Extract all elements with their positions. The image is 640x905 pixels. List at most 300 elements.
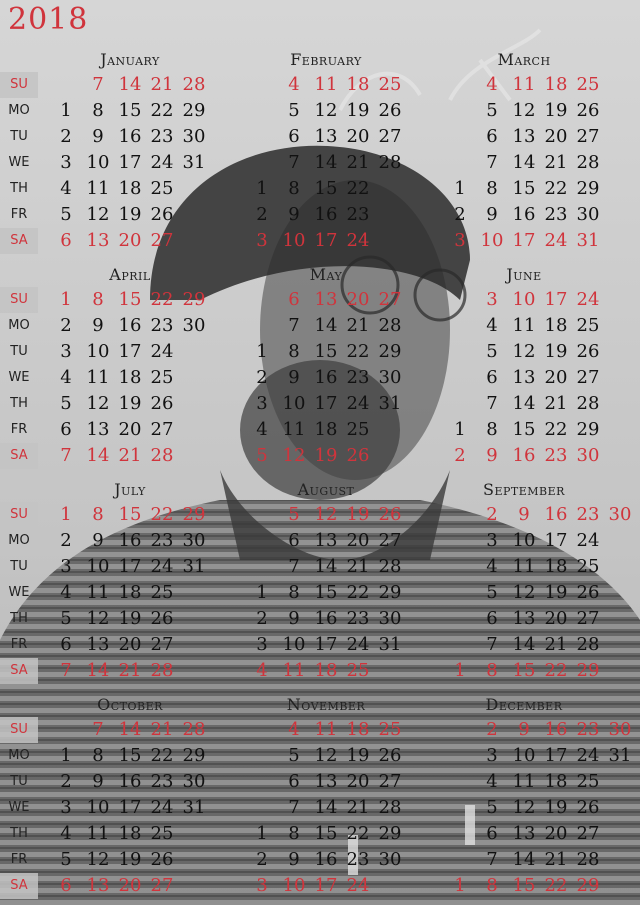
day-cell: 12	[282, 445, 306, 466]
day-cell: 10	[480, 230, 504, 251]
day-cell: 23	[150, 530, 174, 551]
day-cell: 7	[486, 152, 498, 173]
month-name: August	[297, 480, 355, 499]
day-cell: 29	[182, 504, 206, 525]
day-cell: 31	[608, 745, 632, 766]
day-cell: 1	[60, 289, 72, 310]
day-cell: 16	[544, 504, 568, 525]
day-cell: 21	[150, 74, 174, 95]
day-cell: 5	[288, 745, 300, 766]
day-cell: 15	[512, 178, 536, 199]
day-cell: 13	[512, 126, 536, 147]
day-cell: 20	[118, 634, 142, 655]
day-cell: 7	[288, 152, 300, 173]
day-cell: 16	[118, 771, 142, 792]
day-cell: 20	[544, 126, 568, 147]
day-cell: 9	[486, 204, 498, 225]
day-label-we: WE	[8, 155, 30, 170]
day-cell: 11	[282, 419, 306, 440]
day-cell: 28	[182, 719, 206, 740]
day-cell: 17	[118, 341, 142, 362]
day-cell: 15	[118, 289, 142, 310]
day-cell: 2	[486, 504, 498, 525]
day-cell: 3	[256, 875, 268, 896]
day-cell: 10	[512, 745, 536, 766]
day-cell: 26	[378, 504, 402, 525]
day-cell: 16	[314, 849, 338, 870]
day-cell: 7	[92, 719, 104, 740]
day-cell: 3	[60, 797, 72, 818]
day-cell: 10	[86, 341, 110, 362]
day-cell: 11	[86, 823, 110, 844]
day-cell: 26	[150, 393, 174, 414]
day-cell: 14	[118, 74, 142, 95]
day-cell: 31	[378, 634, 402, 655]
day-cell: 18	[544, 556, 568, 577]
day-cell: 7	[486, 849, 498, 870]
day-cell: 24	[346, 634, 370, 655]
day-cell: 18	[118, 582, 142, 603]
day-cell: 13	[512, 367, 536, 388]
day-cell: 4	[486, 771, 498, 792]
day-cell: 10	[282, 393, 306, 414]
day-cell: 21	[544, 152, 568, 173]
day-cell: 17	[544, 289, 568, 310]
day-cell: 15	[512, 875, 536, 896]
day-cell: 5	[256, 445, 268, 466]
day-cell: 30	[608, 504, 632, 525]
day-cell: 4	[60, 823, 72, 844]
day-cell: 26	[378, 100, 402, 121]
day-cell: 14	[512, 849, 536, 870]
day-label-sa: SA	[0, 443, 38, 469]
day-cell: 5	[60, 393, 72, 414]
day-cell: 5	[486, 341, 498, 362]
day-cell: 9	[518, 719, 530, 740]
day-cell: 23	[150, 126, 174, 147]
day-label-mo: MO	[8, 318, 30, 333]
day-cell: 7	[288, 315, 300, 336]
day-cell: 3	[256, 634, 268, 655]
day-cell: 6	[60, 419, 72, 440]
day-cell: 1	[454, 875, 466, 896]
day-cell: 30	[608, 719, 632, 740]
day-cell: 27	[150, 419, 174, 440]
day-cell: 19	[346, 100, 370, 121]
day-cell: 9	[518, 504, 530, 525]
day-cell: 10	[282, 230, 306, 251]
day-cell: 11	[86, 178, 110, 199]
day-cell: 1	[256, 341, 268, 362]
day-cell: 6	[288, 289, 300, 310]
month-name: May	[309, 265, 343, 284]
day-label-we: WE	[8, 585, 30, 600]
day-cell: 14	[314, 315, 338, 336]
day-cell: 12	[86, 849, 110, 870]
day-cell: 31	[378, 393, 402, 414]
day-cell: 16	[314, 204, 338, 225]
day-cell: 29	[378, 823, 402, 844]
day-cell: 6	[60, 230, 72, 251]
day-cell: 19	[118, 849, 142, 870]
day-cell: 13	[314, 771, 338, 792]
day-cell: 29	[576, 875, 600, 896]
day-cell: 11	[512, 556, 536, 577]
day-cell: 17	[314, 393, 338, 414]
day-cell: 10	[282, 875, 306, 896]
day-cell: 24	[150, 797, 174, 818]
day-cell: 27	[378, 289, 402, 310]
day-cell: 10	[282, 634, 306, 655]
day-cell: 20	[346, 289, 370, 310]
day-cell: 26	[576, 100, 600, 121]
day-cell: 2	[256, 204, 268, 225]
day-cell: 7	[92, 74, 104, 95]
day-cell: 10	[86, 797, 110, 818]
day-label-tu: TU	[10, 774, 28, 789]
day-cell: 13	[314, 126, 338, 147]
day-cell: 1	[454, 660, 466, 681]
month-name: November	[286, 695, 366, 714]
day-cell: 26	[150, 849, 174, 870]
day-cell: 6	[486, 367, 498, 388]
day-cell: 2	[60, 530, 72, 551]
day-cell: 14	[512, 393, 536, 414]
day-cell: 16	[314, 608, 338, 629]
day-cell: 22	[150, 289, 174, 310]
day-cell: 18	[314, 660, 338, 681]
day-cell: 29	[182, 100, 206, 121]
day-cell: 19	[118, 204, 142, 225]
day-cell: 13	[86, 634, 110, 655]
day-cell: 8	[288, 582, 300, 603]
day-cell: 8	[288, 178, 300, 199]
day-cell: 15	[314, 582, 338, 603]
day-cell: 1	[60, 745, 72, 766]
day-cell: 15	[118, 100, 142, 121]
day-cell: 25	[576, 771, 600, 792]
day-cell: 21	[118, 445, 142, 466]
day-cell: 22	[346, 823, 370, 844]
day-cell: 8	[486, 660, 498, 681]
day-cell: 7	[60, 445, 72, 466]
day-cell: 7	[486, 393, 498, 414]
day-cell: 23	[544, 204, 568, 225]
month-name: April	[109, 265, 151, 284]
day-cell: 20	[118, 230, 142, 251]
day-cell: 29	[576, 178, 600, 199]
day-cell: 23	[576, 504, 600, 525]
day-label-sa: SA	[0, 228, 38, 254]
day-cell: 15	[512, 660, 536, 681]
day-cell: 14	[86, 445, 110, 466]
day-cell: 18	[314, 419, 338, 440]
day-cell: 16	[118, 315, 142, 336]
day-cell: 8	[288, 341, 300, 362]
day-cell: 3	[60, 152, 72, 173]
day-cell: 25	[150, 582, 174, 603]
day-cell: 25	[150, 178, 174, 199]
day-cell: 12	[86, 204, 110, 225]
day-cell: 8	[288, 823, 300, 844]
day-cell: 11	[512, 771, 536, 792]
day-cell: 22	[150, 504, 174, 525]
day-cell: 20	[544, 608, 568, 629]
day-cell: 23	[150, 771, 174, 792]
day-label-th: TH	[10, 826, 28, 841]
day-cell: 18	[118, 178, 142, 199]
day-cell: 11	[314, 74, 338, 95]
day-cell: 31	[576, 230, 600, 251]
day-cell: 26	[378, 745, 402, 766]
day-cell: 12	[512, 797, 536, 818]
day-cell: 21	[346, 797, 370, 818]
day-label-th: TH	[10, 396, 28, 411]
day-cell: 23	[346, 608, 370, 629]
day-cell: 13	[86, 419, 110, 440]
day-cell: 7	[60, 660, 72, 681]
day-cell: 19	[544, 582, 568, 603]
day-cell: 27	[150, 634, 174, 655]
day-cell: 3	[454, 230, 466, 251]
day-cell: 30	[378, 849, 402, 870]
day-cell: 18	[346, 74, 370, 95]
day-cell: 5	[486, 797, 498, 818]
day-cell: 20	[346, 530, 370, 551]
day-cell: 15	[314, 178, 338, 199]
day-cell: 9	[288, 608, 300, 629]
day-cell: 24	[150, 556, 174, 577]
day-cell: 23	[576, 719, 600, 740]
day-cell: 20	[544, 367, 568, 388]
day-cell: 19	[346, 745, 370, 766]
day-cell: 17	[118, 556, 142, 577]
day-cell: 12	[86, 393, 110, 414]
day-label-fr: FR	[10, 422, 28, 437]
day-cell: 17	[544, 530, 568, 551]
day-cell: 14	[86, 660, 110, 681]
day-cell: 13	[314, 289, 338, 310]
day-cell: 24	[150, 152, 174, 173]
day-cell: 20	[118, 419, 142, 440]
day-cell: 13	[86, 230, 110, 251]
day-cell: 14	[512, 152, 536, 173]
day-cell: 17	[512, 230, 536, 251]
day-cell: 22	[346, 341, 370, 362]
day-cell: 23	[346, 367, 370, 388]
day-cell: 29	[182, 745, 206, 766]
day-cell: 3	[256, 393, 268, 414]
day-cell: 23	[544, 445, 568, 466]
day-cell: 26	[576, 797, 600, 818]
calendar-year-title: 2018	[8, 2, 89, 37]
day-cell: 23	[346, 849, 370, 870]
day-cell: 27	[378, 771, 402, 792]
day-cell: 8	[92, 100, 104, 121]
day-cell: 6	[486, 823, 498, 844]
day-cell: 2	[454, 445, 466, 466]
day-label-th: TH	[10, 611, 28, 626]
day-cell: 28	[378, 556, 402, 577]
day-cell: 25	[576, 315, 600, 336]
day-cell: 30	[182, 315, 206, 336]
day-cell: 2	[60, 771, 72, 792]
day-cell: 27	[576, 823, 600, 844]
day-cell: 13	[86, 875, 110, 896]
day-cell: 12	[512, 582, 536, 603]
day-cell: 15	[314, 823, 338, 844]
day-cell: 28	[576, 634, 600, 655]
day-cell: 16	[512, 445, 536, 466]
day-cell: 22	[544, 660, 568, 681]
day-cell: 15	[118, 504, 142, 525]
day-cell: 27	[576, 126, 600, 147]
day-cell: 2	[486, 719, 498, 740]
day-cell: 12	[314, 100, 338, 121]
day-cell: 22	[346, 178, 370, 199]
day-cell: 1	[60, 100, 72, 121]
day-cell: 8	[92, 745, 104, 766]
day-cell: 16	[512, 204, 536, 225]
day-cell: 24	[346, 393, 370, 414]
day-cell: 14	[314, 797, 338, 818]
day-cell: 18	[544, 771, 568, 792]
day-cell: 9	[92, 771, 104, 792]
day-cell: 9	[288, 849, 300, 870]
day-cell: 19	[544, 797, 568, 818]
day-cell: 6	[486, 608, 498, 629]
month-name: December	[485, 695, 563, 714]
month-name: March	[497, 50, 551, 69]
day-cell: 11	[86, 367, 110, 388]
day-cell: 25	[150, 823, 174, 844]
day-cell: 25	[378, 719, 402, 740]
day-cell: 22	[544, 875, 568, 896]
day-cell: 6	[288, 530, 300, 551]
day-cell: 9	[486, 445, 498, 466]
day-cell: 27	[150, 875, 174, 896]
day-cell: 22	[346, 582, 370, 603]
day-cell: 20	[346, 126, 370, 147]
day-cell: 29	[182, 289, 206, 310]
day-cell: 28	[150, 660, 174, 681]
day-cell: 31	[182, 556, 206, 577]
day-cell: 10	[512, 289, 536, 310]
day-cell: 9	[92, 530, 104, 551]
day-cell: 5	[288, 100, 300, 121]
day-cell: 3	[60, 556, 72, 577]
day-cell: 24	[346, 230, 370, 251]
day-cell: 28	[576, 393, 600, 414]
day-cell: 26	[150, 204, 174, 225]
day-cell: 3	[486, 530, 498, 551]
day-cell: 1	[256, 823, 268, 844]
day-cell: 8	[92, 504, 104, 525]
day-cell: 1	[454, 178, 466, 199]
day-cell: 17	[314, 875, 338, 896]
day-cell: 28	[182, 74, 206, 95]
day-cell: 9	[92, 126, 104, 147]
day-cell: 28	[378, 315, 402, 336]
day-cell: 7	[288, 556, 300, 577]
day-cell: 18	[118, 367, 142, 388]
day-cell: 12	[314, 745, 338, 766]
day-cell: 10	[86, 556, 110, 577]
day-cell: 26	[576, 582, 600, 603]
day-cell: 11	[512, 74, 536, 95]
day-label-mo: MO	[8, 533, 30, 548]
day-cell: 29	[576, 419, 600, 440]
day-cell: 27	[378, 530, 402, 551]
day-cell: 4	[486, 315, 498, 336]
day-cell: 25	[378, 74, 402, 95]
day-cell: 2	[256, 849, 268, 870]
day-cell: 19	[544, 100, 568, 121]
day-cell: 17	[118, 152, 142, 173]
day-cell: 9	[288, 367, 300, 388]
day-cell: 29	[378, 341, 402, 362]
day-cell: 8	[92, 289, 104, 310]
day-cell: 30	[182, 771, 206, 792]
day-label-we: WE	[8, 800, 30, 815]
day-cell: 4	[486, 74, 498, 95]
day-label-tu: TU	[10, 129, 28, 144]
day-cell: 13	[512, 608, 536, 629]
day-cell: 30	[576, 445, 600, 466]
day-cell: 12	[86, 608, 110, 629]
day-cell: 27	[378, 126, 402, 147]
day-cell: 21	[346, 152, 370, 173]
day-cell: 18	[118, 823, 142, 844]
day-cell: 15	[512, 419, 536, 440]
day-cell: 5	[486, 100, 498, 121]
day-cell: 28	[576, 849, 600, 870]
day-label-we: WE	[8, 370, 30, 385]
day-cell: 16	[314, 367, 338, 388]
day-cell: 30	[182, 530, 206, 551]
day-cell: 15	[118, 745, 142, 766]
day-cell: 19	[346, 504, 370, 525]
day-cell: 14	[314, 152, 338, 173]
day-cell: 14	[512, 634, 536, 655]
day-cell: 17	[544, 745, 568, 766]
day-cell: 21	[150, 719, 174, 740]
day-label-fr: FR	[10, 637, 28, 652]
day-label-sa: SA	[0, 658, 38, 684]
day-cell: 2	[256, 608, 268, 629]
day-cell: 10	[86, 152, 110, 173]
day-cell: 4	[60, 582, 72, 603]
day-cell: 24	[544, 230, 568, 251]
day-cell: 16	[544, 719, 568, 740]
day-cell: 22	[544, 419, 568, 440]
day-cell: 9	[288, 204, 300, 225]
day-cell: 25	[576, 556, 600, 577]
day-label-mo: MO	[8, 748, 30, 763]
day-label-su: SU	[0, 717, 38, 743]
day-cell: 19	[118, 608, 142, 629]
day-label-sa: SA	[0, 873, 38, 899]
month-name: January	[100, 50, 160, 69]
day-cell: 25	[346, 660, 370, 681]
day-cell: 1	[60, 504, 72, 525]
month-name: October	[97, 695, 163, 714]
day-label-th: TH	[10, 181, 28, 196]
day-cell: 14	[314, 556, 338, 577]
day-cell: 8	[486, 419, 498, 440]
day-cell: 24	[576, 745, 600, 766]
day-cell: 26	[576, 341, 600, 362]
